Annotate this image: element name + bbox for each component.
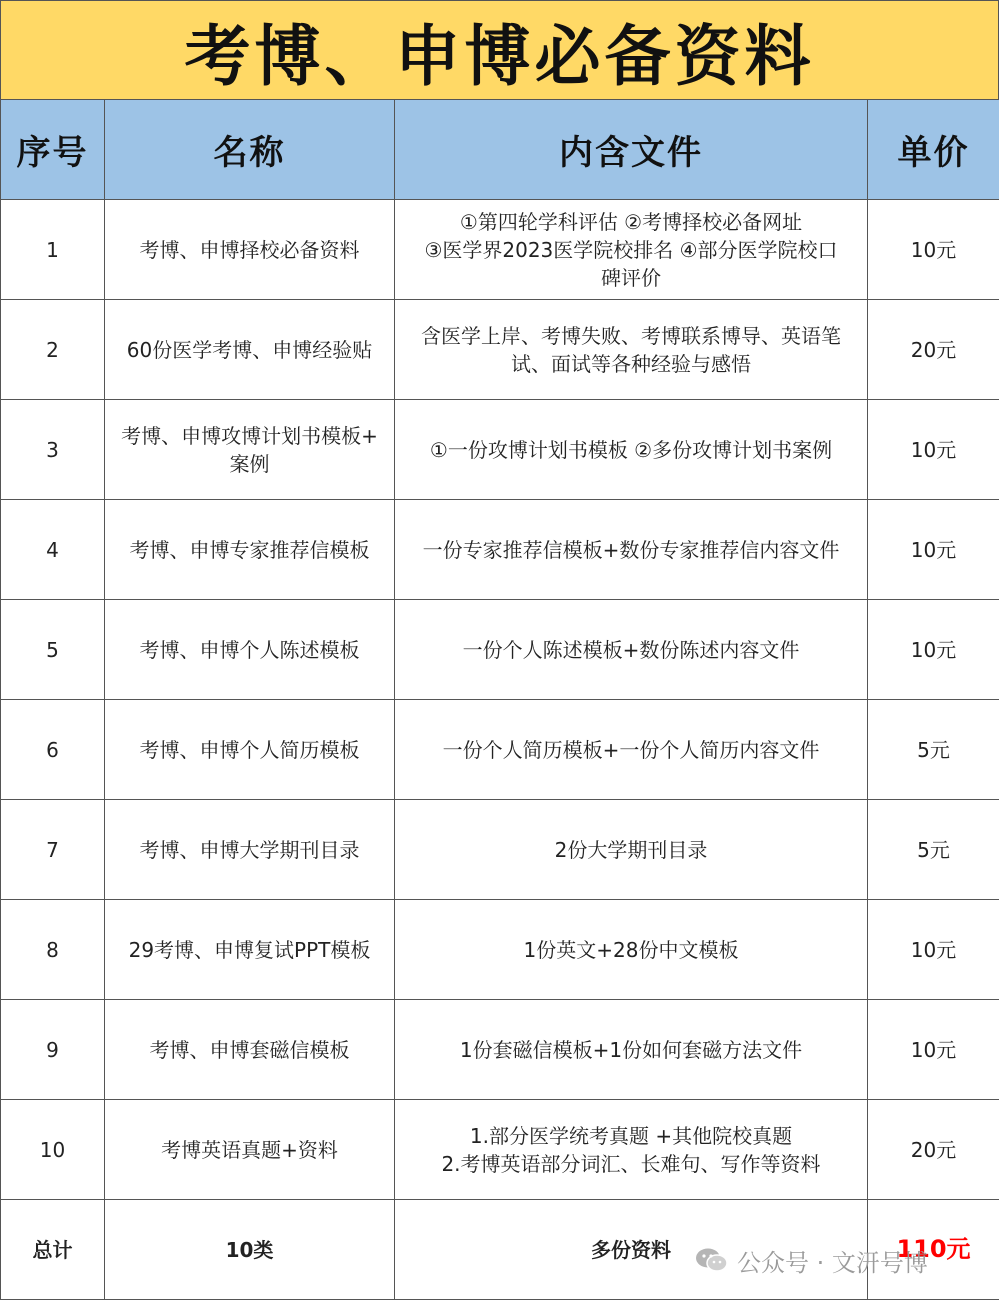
watermark-text: 公众号 · 文汧号博 — [737, 1248, 928, 1277]
row-contents-line: 2.考博英语部分词汇、长难句、写作等资料 — [441, 1151, 821, 1176]
table-row — [1, 400, 999, 500]
row-price: 10元 — [868, 500, 999, 600]
materials-table — [0, 99, 999, 1300]
row-price: 10元 — [868, 1000, 999, 1100]
row-contents-line: 1份套磁信模板+1份如何套磁方法文件 — [459, 1037, 803, 1062]
row-price: 10元 — [868, 400, 999, 500]
row-name-line: 案例 — [229, 451, 270, 476]
row-index: 4 — [1, 500, 105, 600]
row-contents-line: ①第四轮学科评估 ②考博择校必备网址 — [459, 209, 803, 234]
row-index: 6 — [1, 700, 105, 800]
table-row — [1, 500, 999, 600]
table-row — [1, 800, 999, 900]
header-contents: 内含文件 — [395, 100, 868, 200]
row-name: 考博、申博大学期刊目录 — [105, 800, 395, 900]
table-row — [1, 300, 999, 400]
page-title: 考博、申博必备资料 — [184, 18, 815, 95]
row-name-line: 考博、申博攻博计划书模板+ — [121, 423, 378, 448]
row-name: 考博、申博套磁信模板 — [105, 1000, 395, 1100]
table-row — [1, 1100, 999, 1200]
row-contents-line: 一份个人陈述模板+数份陈述内容文件 — [462, 637, 800, 662]
row-contents-line: 试、面试等各种经验与感悟 — [511, 351, 751, 376]
row-index: 9 — [1, 1000, 105, 1100]
row-name: 考博、申博专家推荐信模板 — [105, 500, 395, 600]
row-name: 60份医学考博、申博经验贴 — [105, 300, 395, 400]
row-contents — [395, 300, 868, 400]
row-contents-line: 1份英文+28份中文模板 — [523, 937, 739, 962]
table-row — [1, 1000, 999, 1100]
header-price: 单价 — [868, 100, 999, 200]
row-contents — [395, 500, 868, 600]
row-index: 10 — [1, 1100, 105, 1200]
row-contents-line: ①一份攻博计划书模板 ②多份攻博计划书案例 — [429, 437, 833, 462]
row-contents — [395, 900, 868, 1000]
header-index: 序号 — [1, 100, 105, 200]
row-price: 5元 — [868, 800, 999, 900]
wechat-icon — [695, 1247, 729, 1273]
row-contents-line: 一份个人简历模板+一份个人简历内容文件 — [442, 737, 820, 762]
row-contents-line: 2份大学期刊目录 — [554, 837, 708, 862]
table-row — [1, 900, 999, 1000]
row-contents — [395, 1000, 868, 1100]
row-contents-line: 含医学上岸、考博失败、考博联系博导、英语笔 — [421, 323, 841, 348]
row-contents-line: 一份专家推荐信模板+数份专家推荐信内容文件 — [422, 537, 840, 562]
row-price: 5元 — [868, 700, 999, 800]
row-index: 5 — [1, 600, 105, 700]
row-contents — [395, 400, 868, 500]
row-name: 考博、申博择校必备资料 — [105, 200, 395, 300]
row-contents-line: 碑评价 — [601, 265, 661, 290]
table-row — [1, 600, 999, 700]
row-index: 2 — [1, 300, 105, 400]
row-name: 29考博、申博复试PPT模板 — [105, 900, 395, 1000]
total-contents: 多份资料 — [395, 1200, 868, 1300]
table-row — [1, 700, 999, 800]
title-banner — [0, 0, 999, 100]
row-price: 20元 — [868, 1100, 999, 1200]
row-name: 考博英语真题+资料 — [105, 1100, 395, 1200]
row-contents-line: ③医学界2023医学院校排名 ④部分医学院校口 — [424, 237, 838, 262]
row-index: 8 — [1, 900, 105, 1000]
table-row — [1, 200, 999, 300]
row-price: 10元 — [868, 200, 999, 300]
row-contents-line: 1.部分医学统考真题 +其他院校真题 — [469, 1123, 793, 1148]
row-contents — [395, 800, 868, 900]
row-index: 7 — [1, 800, 105, 900]
row-contents — [395, 700, 868, 800]
watermark — [695, 1243, 928, 1277]
row-index: 1 — [1, 200, 105, 300]
total-label: 总计 — [1, 1200, 105, 1300]
row-name — [105, 400, 395, 500]
row-index: 3 — [1, 400, 105, 500]
header-row — [1, 100, 999, 200]
row-contents — [395, 1100, 868, 1200]
total-price: 110元 — [896, 1235, 971, 1263]
row-price: 10元 — [868, 600, 999, 700]
row-price: 20元 — [868, 300, 999, 400]
total-count: 10类 — [105, 1200, 395, 1300]
row-contents — [395, 600, 868, 700]
header-name: 名称 — [105, 100, 395, 200]
row-name: 考博、申博个人陈述模板 — [105, 600, 395, 700]
row-price: 10元 — [868, 900, 999, 1000]
row-name: 考博、申博个人简历模板 — [105, 700, 395, 800]
row-contents — [395, 200, 868, 300]
